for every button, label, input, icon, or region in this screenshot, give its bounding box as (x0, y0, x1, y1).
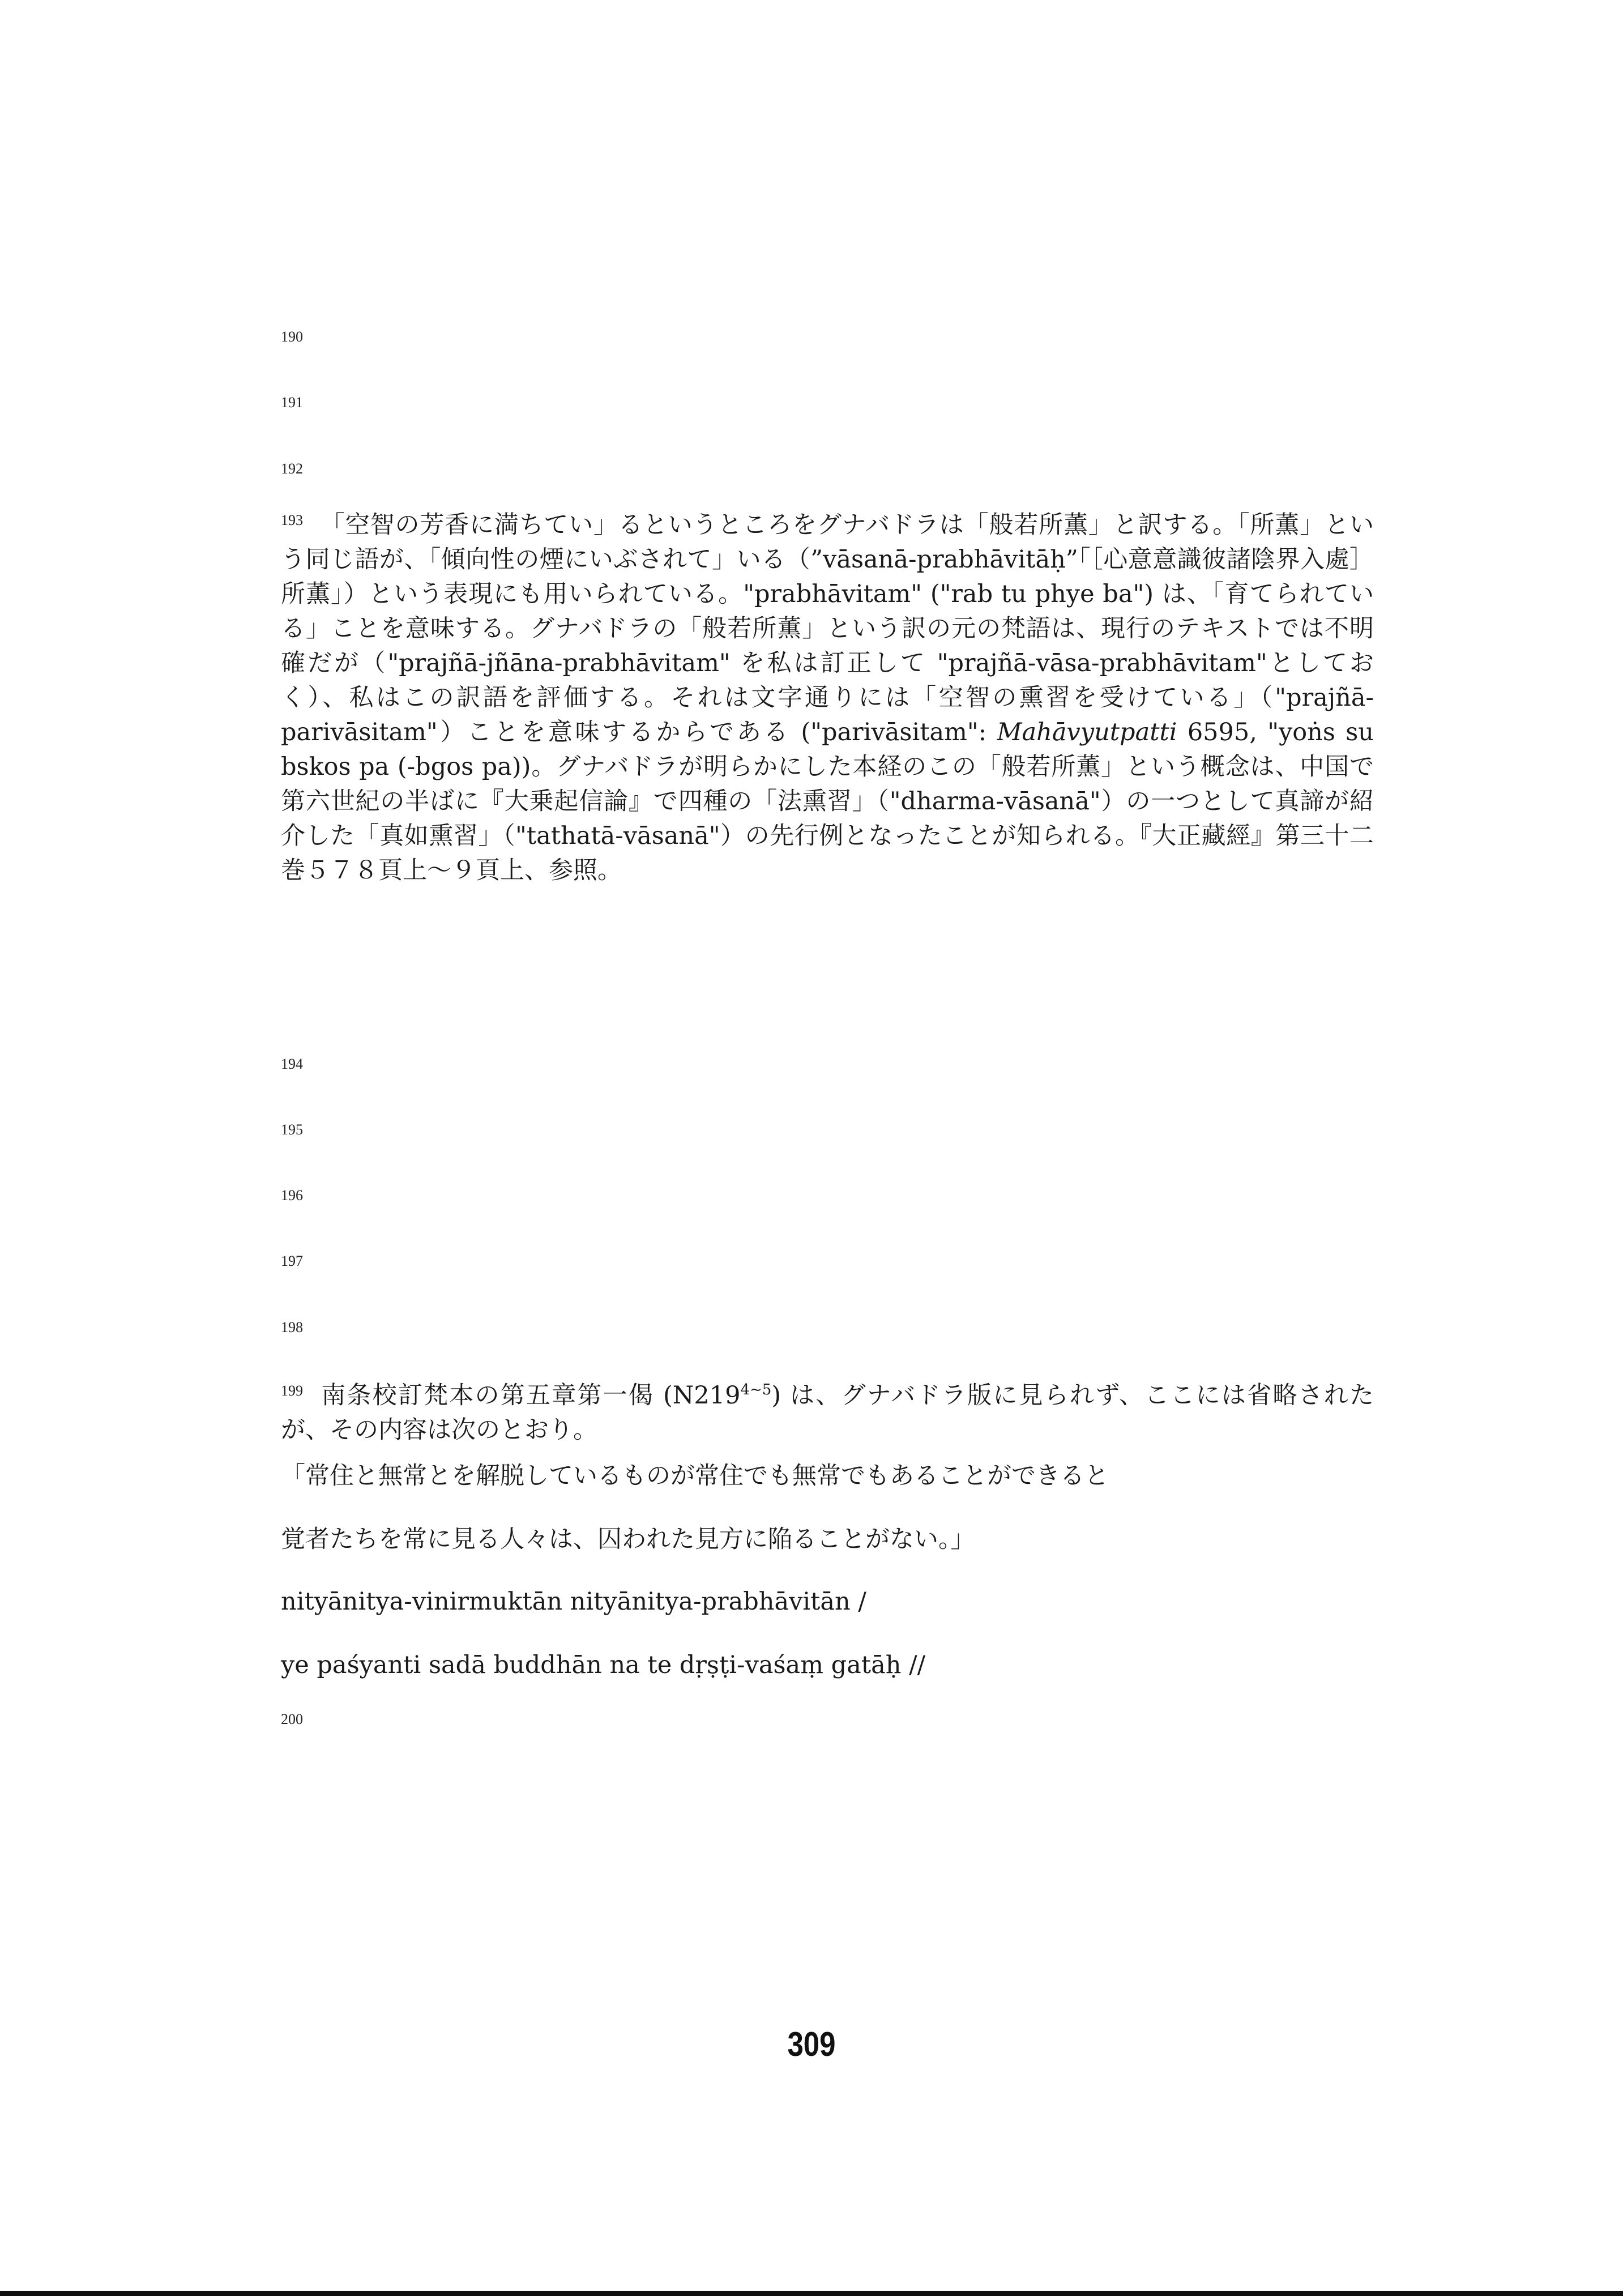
footnote-193-work-title: Mahāvyutpatti (997, 718, 1177, 746)
footnote-number-191: 191 (281, 394, 303, 411)
verse-sanskrit-line-1: nityānitya-vinirmuktān nityānitya-prabhāvitān / (281, 1587, 866, 1616)
footnote-193-text-after: 6595, "yoṅs su bskos pa (-bgos pa))。グナバドラが明らかにした本経のこの「般若所薫」という概念は、中国で第六世紀の半ばに『大乗起信論』で四種の「法熏習」（"dharma-vāsanā"）の一つとして真諦が紹介した「真如熏習」（"tathatā-vāsanā"）の先行例となったことが知られる。『大正藏經』第三十二巻５７８頁上～９頁上、参照。 (281, 718, 1374, 885)
footnote-199-text-before: 南条校訂梵本の第五章第一偈 (N219 (320, 1381, 741, 1410)
footnote-number-195: 195 (281, 1121, 303, 1138)
verse-translation-line-1: 「常住と無常とを解脱しているものが常住でも無常でもあることができると (281, 1462, 1109, 1490)
footnote-number-198: 198 (281, 1319, 303, 1335)
footnote-number-197: 197 (281, 1253, 303, 1269)
verse-translation-line-2: 覚者たちを常に見る人々は、囚われた見方に陥ることがない。」 (281, 1525, 975, 1554)
footnote-number-192: 192 (281, 460, 303, 477)
footnote-number-196: 196 (281, 1187, 303, 1204)
footnote-199 (281, 1373, 1374, 1448)
verse-sanskrit-line-2: ye paśyanti sadā buddhān na te dṛṣṭi-vaśaṃ gatāḥ // (281, 1651, 926, 1679)
footnote-193 (281, 503, 1374, 888)
footnote-number-190: 190 (281, 328, 303, 345)
footnote-199-text-after: ) は、グナバドラ版に見られず、ここには省略されたが、その内容は次のとおり。 (281, 1381, 1374, 1444)
page-number: 309 (787, 2025, 836, 2063)
footnote-number-194: 194 (281, 1056, 303, 1072)
footnote-193-text: 「空智の芳香に満ちてい」るというところをグナバドラは「般若所薫」と訳する。「所薫」という同じ語が、「傾向性の煙にいぶされて」いる（”vāsanā-prabhāvitāḥ”「［心意意識彼諸陰界入處］所薫」）という表現にも用いられている。"prabhāvitam" ("rab tu phye ba") は、「育てられている」ことを意味する。グナバドラの「般若所薫」という訳の元の梵語は、現行のテキストでは不明確だが（"prajñā-jñāna-prabhāvitam" を私は訂正して "prajñā-vāsa-prabhāvitam"としておく）、私はこの訳語を評価する。それは文字通りには「空智の熏習を受けている」（"prajñā-parivāsitam"）ことを意味するからである ("parivāsitam": (281, 511, 1374, 746)
footnote-199-superscript: 4~5 (740, 1381, 772, 1398)
bottom-scan-edge (0, 2291, 1623, 2296)
footnote-199-number: 199 (281, 1382, 303, 1399)
footnote-number-200: 200 (281, 1711, 303, 1727)
footnote-193-number: 193 (281, 512, 303, 528)
